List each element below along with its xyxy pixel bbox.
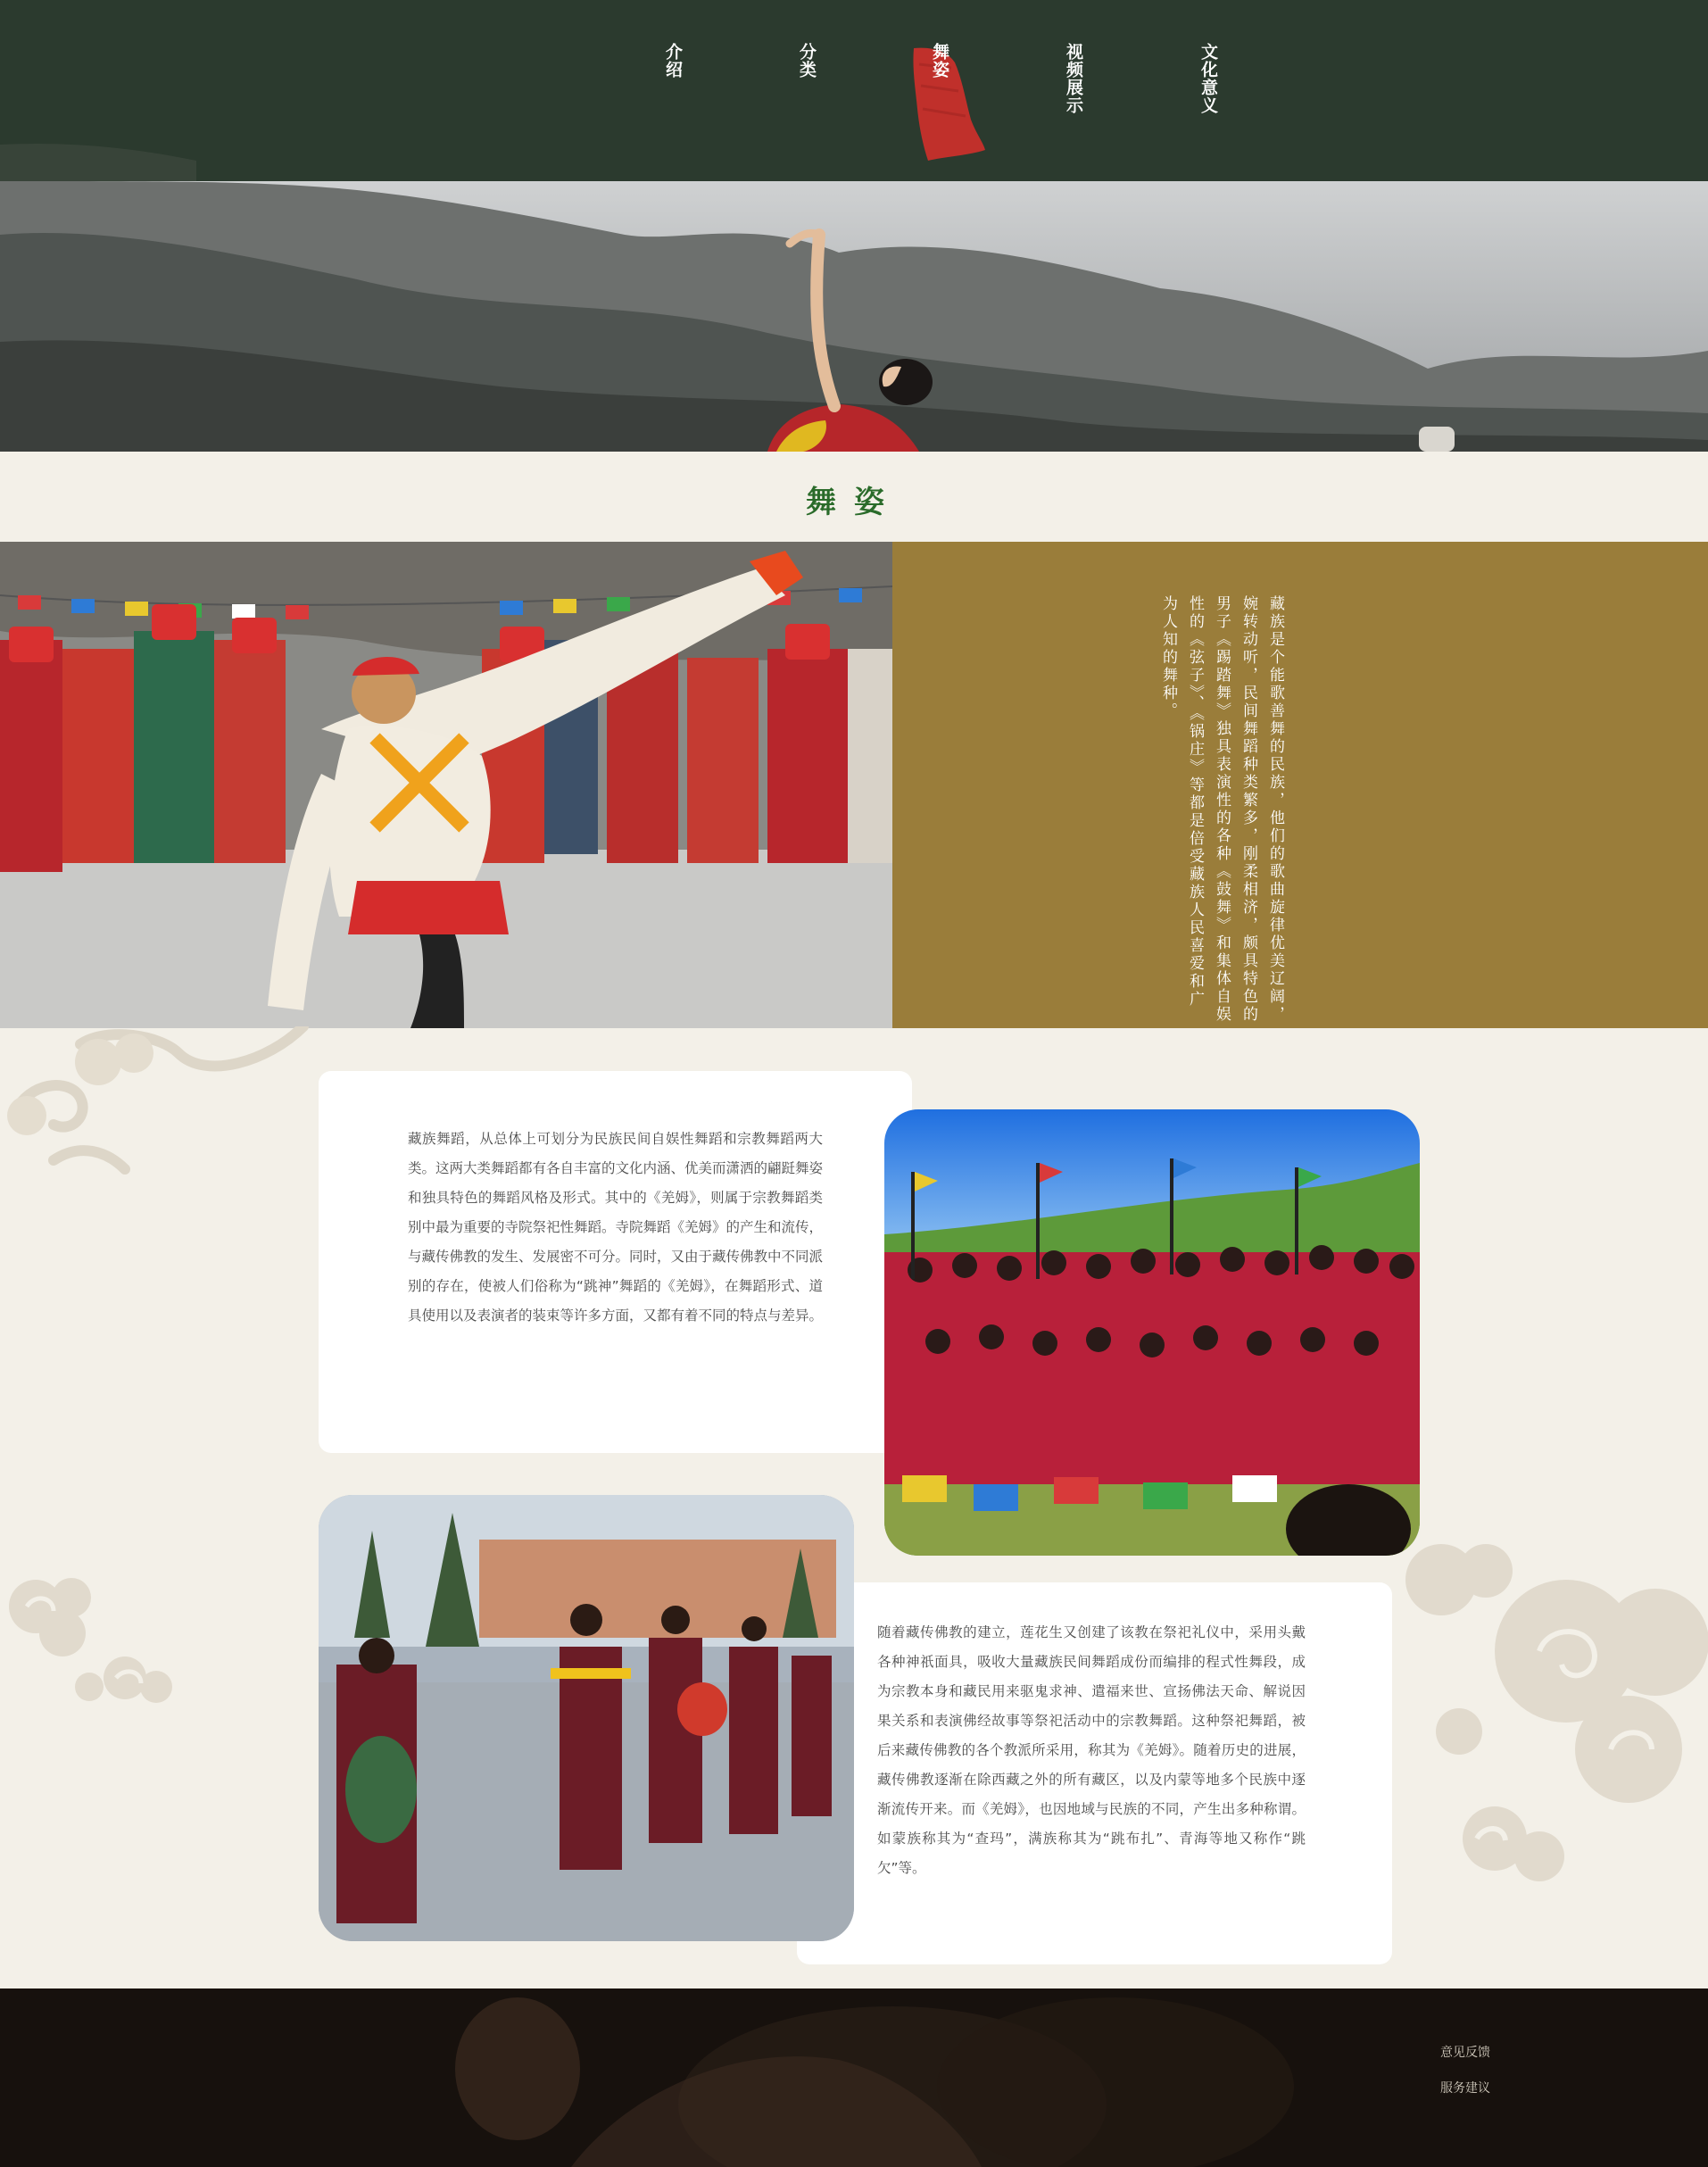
card-2-paragraph: 随着藏传佛教的建立，莲花生又创建了该教在祭祀礼仪中，采用头戴各种神祇面具，吸收大量藏族民间舞蹈成份而编排的程式性舞段，成为宗教本身和藏民用来驱鬼求神、遣福来世、宣扬佛法天命、解说因果关系和表演佛经故事等祭祀活动中的宗教舞蹈。这种祭祀舞蹈，被后来藏传佛教的各个教派所采用，称其为《羌姆》。随着历史的进展，藏传佛教逐渐在除西藏之外的所有藏区，以及内蒙等地多个民族中逐渐流传开来。而《羌姆》，也因地域与民族的不同，产生出多种称谓。如蒙族称其为“查玛”，满族称其为“跳布扎”、青海等地又称作“跳欠”等。	[877, 1624, 1306, 1876]
site-header	[0, 0, 1708, 181]
nav-item-label: 文化意义	[1198, 43, 1218, 114]
cloud-ornament-top-left	[0, 1026, 321, 1178]
nav-item-category[interactable]	[789, 43, 825, 79]
hero-banner-image	[0, 181, 1708, 452]
nav-item-label: 舞姿	[930, 43, 949, 79]
card-1-paragraph: 藏族舞蹈，从总体上可划分为民族民间自娱性舞蹈和宗教舞蹈两大类。这两大类舞蹈都有各自丰富的文化内涵、优美而潇洒的翩跹舞姿和独具特色的舞蹈风格及形式。其中的《羌姆》，则属于宗教舞蹈类别中最为重要的寺院祭祀性舞蹈。寺院舞蹈《羌姆》的产生和流传，与藏传佛教的发生、发展密不可分。同时，又由于藏传佛教中不同派别的存在，使被人们俗称为“跳神”舞蹈的《羌姆》，在舞蹈形式、道具使用以及表演者的装束等许多方面，又都有着不同的特点与差异。	[408, 1131, 824, 1324]
section-title: 舞姿	[806, 485, 902, 520]
service-suggestion-link[interactable]: 服务建议	[1440, 2081, 1490, 2096]
nav-item-label: 视频展示	[1064, 43, 1083, 114]
drum-dance-photo	[319, 1495, 854, 1941]
nav-item-dance-posture[interactable]	[922, 43, 958, 79]
nav-item-video[interactable]	[1056, 43, 1091, 114]
nav-item-label: 分类	[797, 43, 817, 79]
cloud-ornament-right	[1388, 1544, 1708, 1901]
nav-item-intro[interactable]	[655, 43, 691, 79]
header-mountain-silhouette	[0, 125, 1708, 181]
feedback-link[interactable]: 意见反馈	[1440, 2046, 1490, 2060]
group-dance-photo	[884, 1109, 1420, 1556]
nav-item-culture[interactable]	[1190, 43, 1226, 114]
main-nav	[0, 43, 1708, 132]
footer-background-image	[0, 1988, 1708, 2167]
info-card-1	[319, 1071, 912, 1453]
nav-item-label: 介绍	[663, 43, 683, 79]
info-card-2	[797, 1582, 1392, 1964]
intro-paragraph: 藏族是个能歌善舞的民族，他们的歌曲旋律优美辽阔，婉转动听，民间舞蹈种类繁多，刚柔相济，颇具特色的男子《踢踏舞》独具表演性的各种《鼓舞》和集体自娱性的《弦子》、《锅庄》等都是倍受藏族人民喜爱和广为人知的舞种。	[1159, 595, 1284, 1024]
cloud-ornament-mid-left	[0, 1571, 196, 1731]
intro-dancer-photo	[0, 542, 892, 1028]
intro-text-panel	[892, 542, 1708, 1028]
site-footer	[0, 1988, 1708, 2167]
